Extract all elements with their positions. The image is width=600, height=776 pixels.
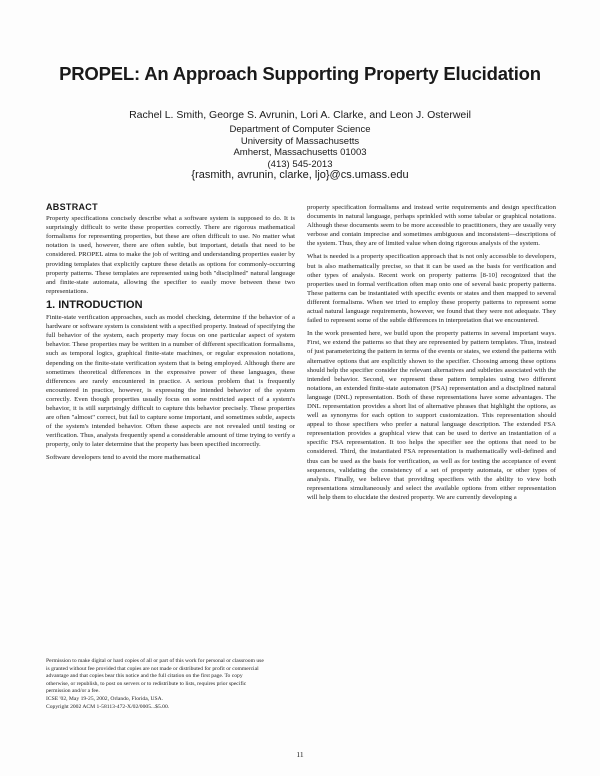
affiliation-line: University of Massachusetts <box>240 135 360 147</box>
body-paragraph: Software developers tend to avoid the more mathematical <box>46 454 201 462</box>
affiliation-line: Department of Computer Science <box>229 124 371 135</box>
author-affiliation <box>0 124 600 170</box>
introduction-heading: 1. INTRODUCTION <box>46 298 143 311</box>
body-paragraph: What is needed is a property specification approach that is not only accessible to developers, but is also mathematically precise, so that it can be used as the basis for verification and other types of analysis. Recent work on property patterns [8-10] recognized that the properties used in formal verification often map onto one of several basic property patterns. These patterns can be instantiated with specific events or states and then mapped to several different formalisms. When we tried to employ these property patterns to represent some actual natural language requirements, however, we found that they were not adequate. They failed to represent some of the subtle differences in interpretation that we encountered. <box>307 253 556 325</box>
affiliation-line: (413) 545-2013 <box>267 158 333 170</box>
right-column <box>307 203 556 506</box>
abstract-text: Property specifications concisely describe what a software system is supposed to do. It is surprisingly difficult to write these properties correctly. There are rigorous mathematical formalisms for representing properties, but these are often difficult to use. No matter what notation is used, however, there are often subtle, but important, details that need to be considered. PROPEL aims to make the job of writing and understanding properties easier by providing templates that explicitly capture these details as options for commonly-occurring property patterns. These templates are represented using both "disciplined" natural language and finite-state automata, allowing the specifier to easily move between these two representations. <box>46 215 295 295</box>
left-column <box>46 203 295 467</box>
footnote-line: Permission to make digital or hard copies of all or part of this work for personal or classroom use is granted without fee provided that copies are not made or distributed for profit or commercial advantage and that copies bear this notice and the full citation on the first page. To copy otherwise, or republish, to post on servers or to redistribute to lists, requires prior specific permission and/or a fee. <box>46 658 264 695</box>
page-number: 11 <box>296 750 304 759</box>
paper-title: PROPEL: An Approach Supporting Property Elucidation <box>59 63 541 84</box>
copyright-footnote <box>46 658 266 711</box>
paper-authors: Rachel L. Smith, George S. Avrunin, Lori A. Clarke, and Leon J. Osterweil <box>129 109 471 121</box>
body-paragraph: property specification formalisms and instead write requirements and design specification documents in natural language, perhaps sprinkled with some tabular or graphical notations. Although these documents seem to be more accessible to practitioners, they are usually very verbose and contain imprecise and sometimes ambiguous and inconsistent—descriptions of the system. Thus, they are of limited value when doing rigorous analysis of the system. <box>307 204 556 248</box>
abstract-heading: ABSTRACT <box>46 202 98 212</box>
body-paragraph: In the work presented here, we build upon the property patterns in several important ways. First, we extend the patterns so that they are represented by pattern templates. Thus, instead of just parameterizing the pattern in terms of the events or states, we extend the patterns with alternative options that are explicitly shown to the specifier. Choosing among these options should help the specifier consider the relevant alternatives and subtleties associated with the intended behavior. Second, we represent these pattern templates using two different notations, an extended finite-state automaton (FSA) representation and a disciplined natural language (DNL) representation. Both of these representations have some advantages. The DNL representation provides a short list of alternative phrases that highlight the options, as well as synonyms for each option to support customization. This representation should appeal to those specifiers who prefer a natural language description. The extended FSA representation provides a graphical view that can be used to derive an instantiation of a specific FSA representation. It too helps the specifier see the options that need to be considered. Third, the instantiated FSA representation is mathematically well-defined and thus can be used as the basis for verification, as well as for testing the acceptance of event sequences, validating the consistency of a set of property automata, or other types of analysis. Finally, we believe that providing specifiers with the ability to view both representations simultaneously and select the available options from either representation will help them to elucidate the desired property. We are currently developing a <box>307 330 556 501</box>
affiliation-line: Amherst, Massachusetts 01003 <box>233 147 367 158</box>
author-emails: {rasmith, avrunin, clarke, ljo}@cs.umass.edu <box>191 169 409 181</box>
footnote-line: Copyright 2002 ACM 1-58113-472-X/02/0005...$5.00. <box>46 703 170 710</box>
footnote-line: ICSE '02, May 19-25, 2002, Orlando, Florida, USA. <box>46 695 164 702</box>
body-paragraph: Finite-state verification approaches, such as model checking, determine if the behavior of a hardware or software system is consistent with a specified property. Instead of specifying the full behavior of the system, each property may focus on one particular aspect of system behavior. These properties may be written in a number of different specification formalisms, such as temporal logics, graphical finite-state machines, or regular expression notations, depending on the finite-state verification system that is being employed. Although there are sometimes theoretical differences in the expressive power of these languages, these differences are rarely encountered in practice. A serious problem that is frequently encountered in practice, however, is expressing the intended behavior of the system correctly. Even though properties usually focus on some restricted aspect of a system's behavior, it is still surprisingly difficult to capture this behavior precisely. These properties are often "almost" correct, but fail to capture some important, and sometimes subtle, aspects of the system's intended behavior. Often these aspects are not revealed until testing or verification. Thus, analysts frequently spend a considerable amount of time trying to verify a property, only to later determine that the property has been specified incorrectly. <box>46 314 295 449</box>
